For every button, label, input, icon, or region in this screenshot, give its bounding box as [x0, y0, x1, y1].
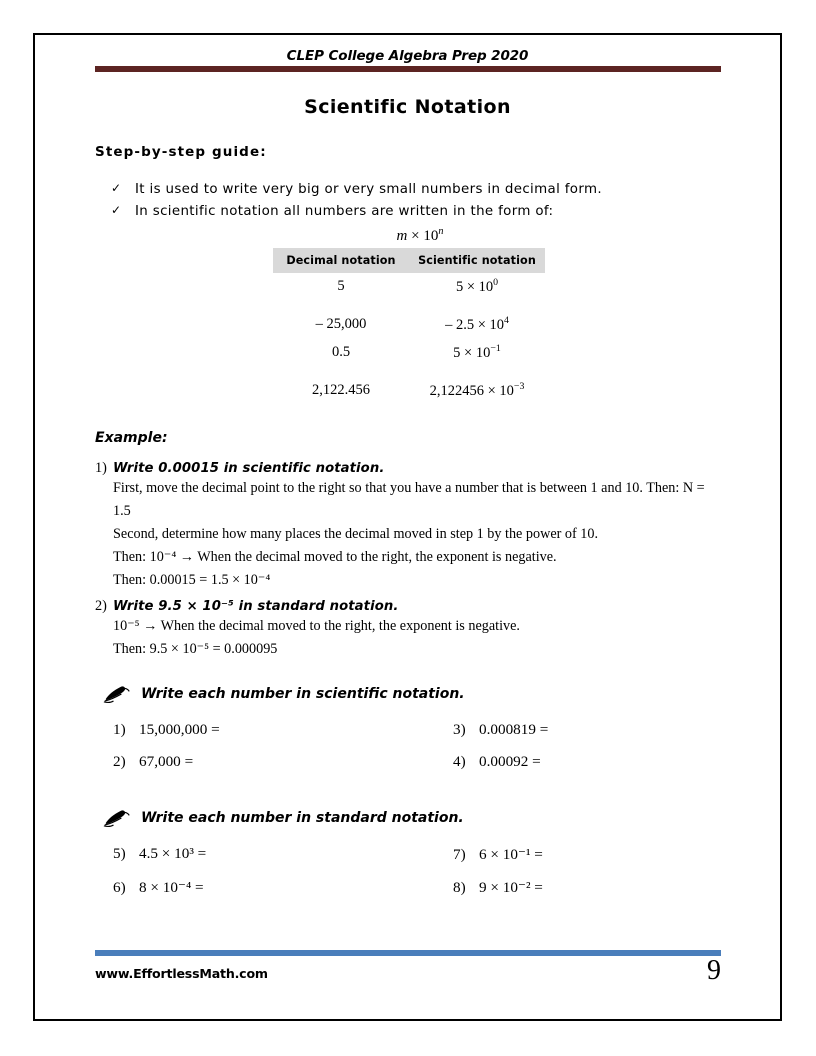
- problem-item: [113, 721, 453, 739]
- column-header-scientific: Scientific notation: [409, 248, 545, 273]
- formula-base: 10: [423, 228, 439, 244]
- guide-bullet-list: [111, 182, 721, 219]
- problem-expression: 0.00092 =: [479, 753, 541, 771]
- footer-website: www.EffortlessMath.com: [95, 966, 268, 981]
- example-prompt-text: Write 9.5 × 10⁻⁵ in standard notation.: [113, 599, 399, 615]
- example-solution: [113, 615, 721, 661]
- problem-expression: 4.5 × 10³ =: [139, 845, 207, 863]
- problem-item: [453, 845, 721, 864]
- problem-expression: 8 × 10⁻⁴ =: [139, 879, 204, 897]
- exercise-heading-label: Write each number in standard notation.: [141, 810, 464, 827]
- page-content: [95, 144, 721, 897]
- table-row: [273, 273, 545, 301]
- running-head: CLEP College Algebra Prep 2020: [286, 48, 529, 64]
- list-item: [111, 182, 721, 197]
- exponent: −1: [490, 342, 501, 354]
- problem-number: 3): [453, 721, 466, 739]
- table-row: [273, 377, 545, 405]
- example-label: Example:: [95, 430, 168, 447]
- problem-number: 7): [453, 846, 466, 864]
- mantissa: 5 × 10: [453, 344, 491, 361]
- problem-item: [453, 753, 721, 771]
- spacer-cell: [409, 301, 545, 311]
- problem-expression: 67,000 =: [139, 753, 194, 771]
- mantissa: 5 × 10: [455, 278, 494, 295]
- spacer-cell: [273, 367, 409, 377]
- exercise-heading: [103, 683, 721, 705]
- problem-number: 8): [453, 879, 466, 897]
- table-spacer-row: [273, 301, 545, 311]
- table-row: [273, 311, 545, 339]
- problem-number: 2): [113, 753, 126, 771]
- bullet-text: In scientific notation all numbers are written in the form of:: [135, 204, 554, 219]
- problem-item: [113, 753, 453, 771]
- checkmark-icon: ✓: [111, 203, 122, 217]
- cell-decimal: 0.5: [331, 344, 351, 361]
- problem-item: [453, 878, 721, 897]
- problem-number: 5): [113, 845, 126, 863]
- solution-line: Then: 9.5 × 10⁻⁵ = 0.000095: [113, 641, 278, 658]
- problem-grid: [113, 721, 721, 771]
- example-number: 1): [95, 460, 107, 477]
- exponent: −3: [513, 380, 525, 392]
- problem-item: [113, 845, 453, 864]
- cell-decimal: 2,122.456: [312, 381, 370, 398]
- solution-line: First, move the decimal point to the right so that you have a number that is between 1 and 10. Then: N = 1.5: [113, 480, 705, 520]
- footer-rule: [95, 950, 721, 956]
- example-prompt-text: Write 0.00015 in scientific notation.: [113, 461, 385, 477]
- exponent: 4: [504, 314, 509, 326]
- exponent: 0: [493, 277, 499, 288]
- exercise-heading-label: Write each number in scientific notation.: [141, 686, 465, 703]
- example-prompt: [95, 598, 721, 615]
- example-item-1: [95, 460, 721, 592]
- cell-scientific: [409, 311, 545, 339]
- mantissa: – 2.5 × 10: [445, 316, 504, 333]
- problem-number: 4): [453, 753, 466, 771]
- table-header-row: [273, 248, 545, 273]
- exercise-heading: [103, 807, 721, 829]
- table-row: [273, 339, 545, 367]
- bullet-text: It is used to write very big or very small numbers in decimal form.: [135, 182, 602, 197]
- problem-expression: 9 × 10⁻² =: [479, 879, 543, 897]
- table-spacer-row: [273, 367, 545, 377]
- cell-scientific: [409, 377, 545, 405]
- example-prompt: [95, 460, 721, 477]
- example-solution: [113, 477, 721, 592]
- exercise-section-standard: [95, 807, 721, 897]
- problem-expression: 6 × 10⁻¹ =: [479, 846, 543, 864]
- formula-times: ×: [411, 228, 420, 244]
- cell-decimal: – 25,000: [315, 316, 367, 333]
- problem-number: 6): [113, 879, 126, 897]
- problem-grid: [113, 845, 721, 897]
- formula-m: m: [396, 228, 408, 244]
- spacer-cell: [409, 367, 545, 377]
- spacer-cell: [273, 301, 409, 311]
- example-item-2: [95, 598, 721, 661]
- formula-exponent: n: [438, 226, 444, 237]
- example-number: 2): [95, 598, 107, 615]
- notation-table: [273, 248, 545, 404]
- solution-line: 10⁻⁵ → When the decimal moved to the right, the exponent is negative.: [113, 618, 520, 635]
- quill-pen-icon: [103, 683, 131, 705]
- step-by-step-guide-heading: Step-by-step guide:: [95, 144, 267, 160]
- page-number: 9: [707, 955, 721, 986]
- column-header-decimal: Decimal notation: [273, 248, 409, 273]
- problem-item: [453, 721, 721, 739]
- problem-number: 1): [113, 721, 126, 739]
- problem-expression: 15,000,000 =: [139, 721, 220, 739]
- page-title: Scientific Notation: [304, 96, 511, 118]
- problem-expression: 0.000819 =: [479, 721, 549, 739]
- checkmark-icon: ✓: [111, 181, 122, 195]
- solution-line: Second, determine how many places the decimal moved in step 1 by the power of 10.: [113, 526, 599, 543]
- header-rule: [95, 66, 721, 72]
- solution-line: Then: 10⁻⁴ → When the decimal moved to the right, the exponent is negative.: [113, 549, 557, 566]
- quill-pen-icon: [103, 807, 131, 829]
- cell-scientific: [409, 273, 545, 301]
- list-item: [111, 204, 721, 219]
- cell-decimal: 5: [337, 278, 345, 295]
- mantissa: 2,122456 × 10: [429, 382, 514, 399]
- general-form-formula: [95, 226, 721, 245]
- solution-line: Then: 0.00015 = 1.5 × 10⁻⁴: [113, 572, 271, 589]
- problem-item: [113, 878, 453, 897]
- cell-scientific: [409, 339, 545, 367]
- exercise-section-scientific: [95, 683, 721, 771]
